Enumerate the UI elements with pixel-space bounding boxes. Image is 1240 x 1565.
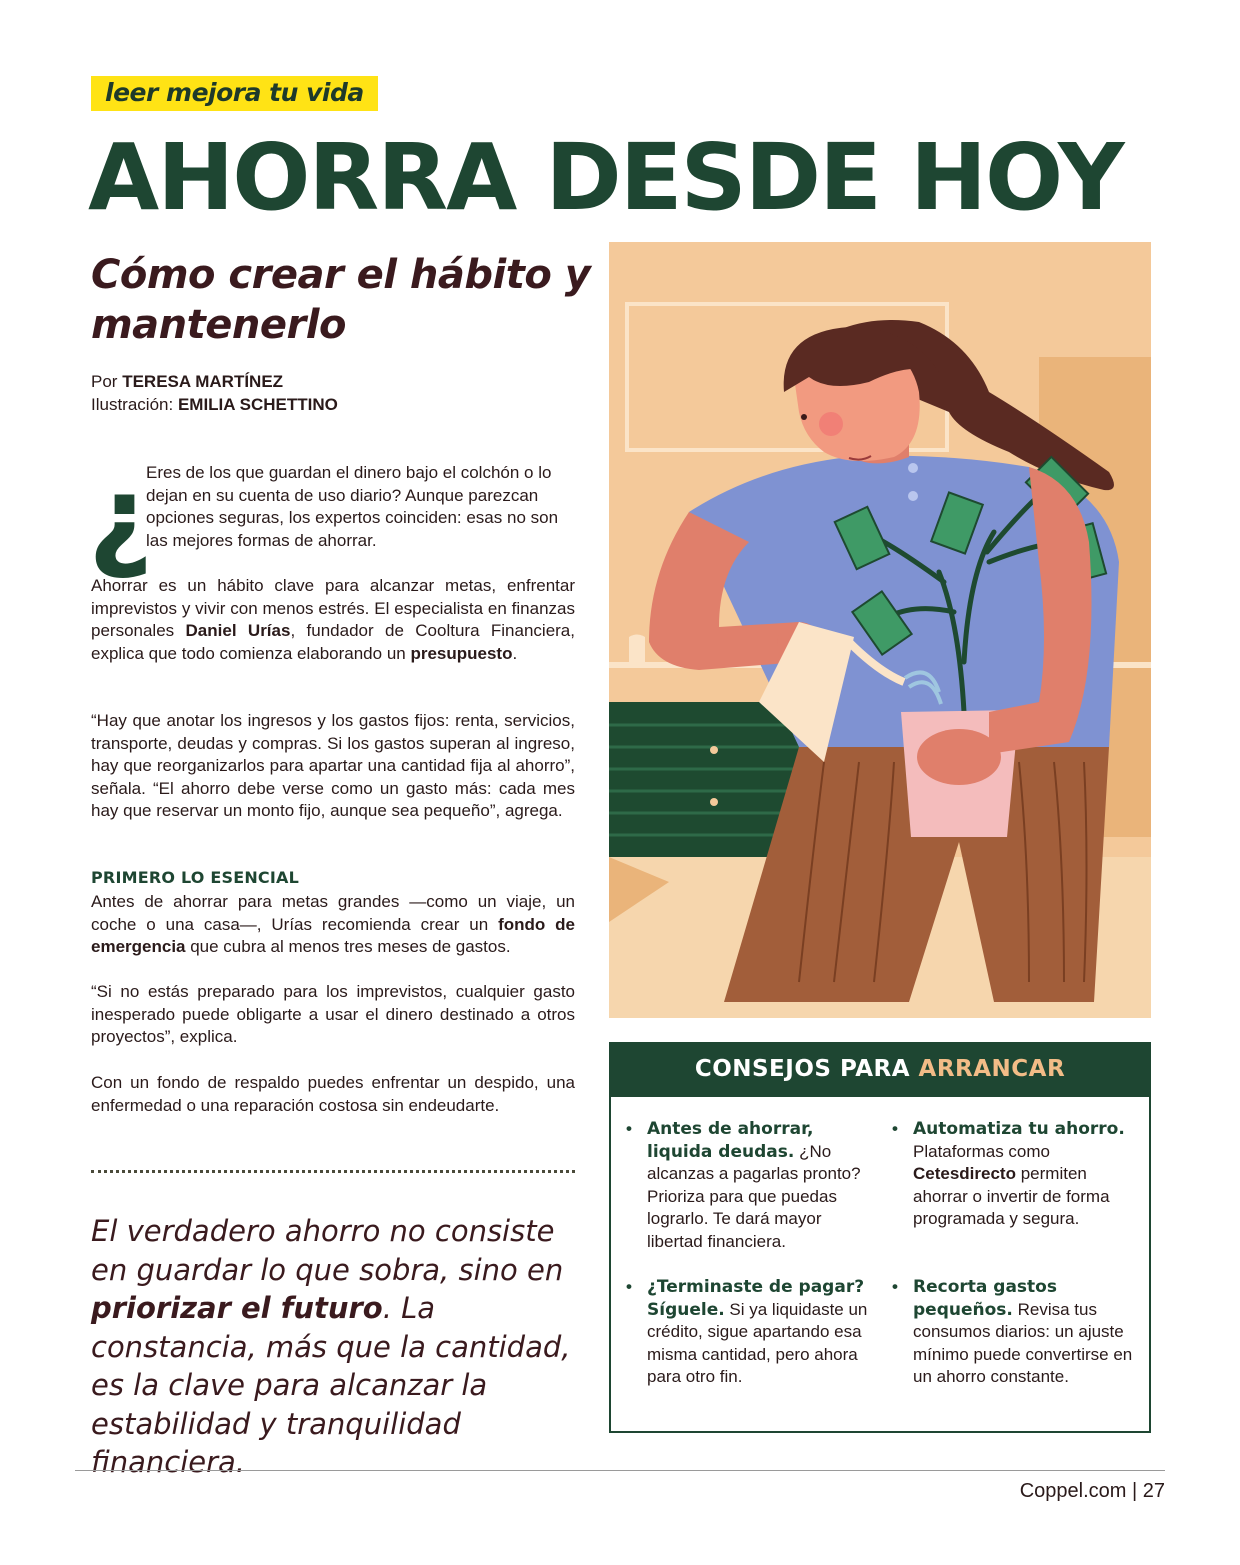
footer-rule — [75, 1470, 1165, 1471]
tip-heading: Recorta gastos pequeños. — [913, 1277, 1057, 1320]
tip-heading: ¿Terminaste de pagar? Síguele. — [647, 1277, 865, 1320]
paragraph-text: , fundador de Cooltura Financiera, explica que todo comienza elaborando un — [91, 621, 575, 663]
paragraph-backup-fund: Con un fondo de respaldo puedes enfrentar un despido, una enfermedad o una reparación costosa sin endeudarte. — [91, 1073, 575, 1115]
illustrator-prefix: Ilustración: — [91, 395, 178, 414]
illustration-woman-watering-money-plant — [609, 242, 1151, 1018]
article-subtitle: Cómo crear el hábito y mantenerlo — [91, 252, 591, 348]
tip-heading: Automatiza tu ahorro. — [913, 1119, 1125, 1139]
tip-item — [626, 1276, 879, 1389]
illustrator-name: EMILIA SCHETTINO — [177, 395, 338, 414]
platform-name: Cetesdirecto — [913, 1164, 1016, 1184]
tip-heading: Antes de ahorrar, liquida deudas. — [647, 1119, 814, 1162]
article-title: AHORRA DESDE HOY — [88, 124, 1123, 231]
quote-emphasis: priorizar el futuro — [91, 1291, 383, 1325]
section-heading: PRIMERO LO ESENCIAL — [91, 868, 299, 887]
quote-text: . La constancia, más que la cantidad, es la clave para alcanzar la estabilidad y tranquilidad financiera. — [91, 1291, 571, 1479]
tip-body: ¿No alcanzas a pagarlas pronto? Prioriza para que puedas lograrlo. Te dará mayor libertad financiera. — [647, 1141, 861, 1251]
tips-box-heading — [609, 1042, 1151, 1097]
illustrator-credit — [91, 393, 338, 416]
bullet-icon: • — [892, 1277, 898, 1296]
author-name: TERESA MARTÍNEZ — [122, 372, 284, 391]
paragraph-budget — [91, 575, 575, 665]
bullet-icon: • — [626, 1119, 632, 1138]
paragraph-quote-expenses: “Hay que anotar los ingresos y los gastos fijos: renta, servicios, transporte, deudas y compras. Si los gastos superan al ingreso, hay que reorganizarlos para apartar una cantidad fija al ahorro”, señala. “El ahorro debe verse como un gasto más: cada mes hay que reservar un monto fijo, aunque sea pequeño”, agrega. — [91, 711, 575, 821]
section-kicker: leer mejora tu vida — [91, 76, 378, 111]
expert-name: Daniel Urías — [185, 621, 291, 641]
pull-quote — [91, 1212, 581, 1482]
tips-heading-text: CONSEJOS PARA — [694, 1056, 919, 1082]
tip-item — [626, 1118, 879, 1254]
paragraph-text: que cubra al menos tres meses de gastos. — [185, 937, 511, 957]
dotted-divider — [91, 1170, 575, 1173]
paragraph-emergency-fund — [91, 891, 575, 959]
author-credit — [91, 370, 338, 393]
tip-item — [892, 1276, 1145, 1389]
tip-body: Revisa tus consumos diarios: un ajuste mínimo puede convertirse en un ahorro constante. — [913, 1299, 1133, 1387]
bullet-icon: • — [626, 1277, 632, 1296]
tip-body: Plataformas como — [913, 1141, 1050, 1161]
page-footer: Coppel.com | 27 — [1019, 1480, 1165, 1502]
paragraph-text: Ahorrar es un hábito clave para alcanzar metas, enfrentar imprevistos y vivir con menos estrés. El especialista en finanzas personales — [91, 576, 575, 641]
tip-body: permiten ahorrar o invertir de forma programada y segura. — [913, 1164, 1110, 1229]
intro-paragraph: Eres de los que guardan el dinero bajo el colchón o lo dejan en su cuenta de uso diario? Aunque parezcan opciones seguras, los expertos coinciden: esas no son las mejores formas de ahorrar. — [146, 463, 559, 550]
paragraph-text: . — [512, 643, 518, 663]
key-term: presupuesto — [410, 643, 513, 663]
tip-body: Si ya liquidaste un crédito, sigue apartando esa misma cantidad, pero ahora para otro fin. — [647, 1299, 868, 1387]
bullet-icon: • — [892, 1119, 898, 1138]
author-prefix: Por — [91, 372, 123, 391]
tip-item — [892, 1118, 1145, 1231]
quote-text: El verdadero ahorro no consiste en guardar lo que sobra, sino en — [91, 1214, 564, 1287]
paragraph-unexpected: “Si no estás preparado para los imprevistos, cualquier gasto inesperado puede obligarte a usar el dinero destinado a otros proyectos”, explica. — [91, 982, 575, 1047]
key-term: fondo de emergencia — [91, 914, 575, 957]
drop-cap: ¿ — [88, 453, 153, 583]
paragraph-text: Antes de ahorrar para metas grandes —como un viaje, un coche o una casa—, Urías recomienda crear un — [91, 892, 575, 934]
byline — [91, 370, 338, 416]
tips-heading-accent: ARRANCAR — [918, 1056, 1066, 1082]
